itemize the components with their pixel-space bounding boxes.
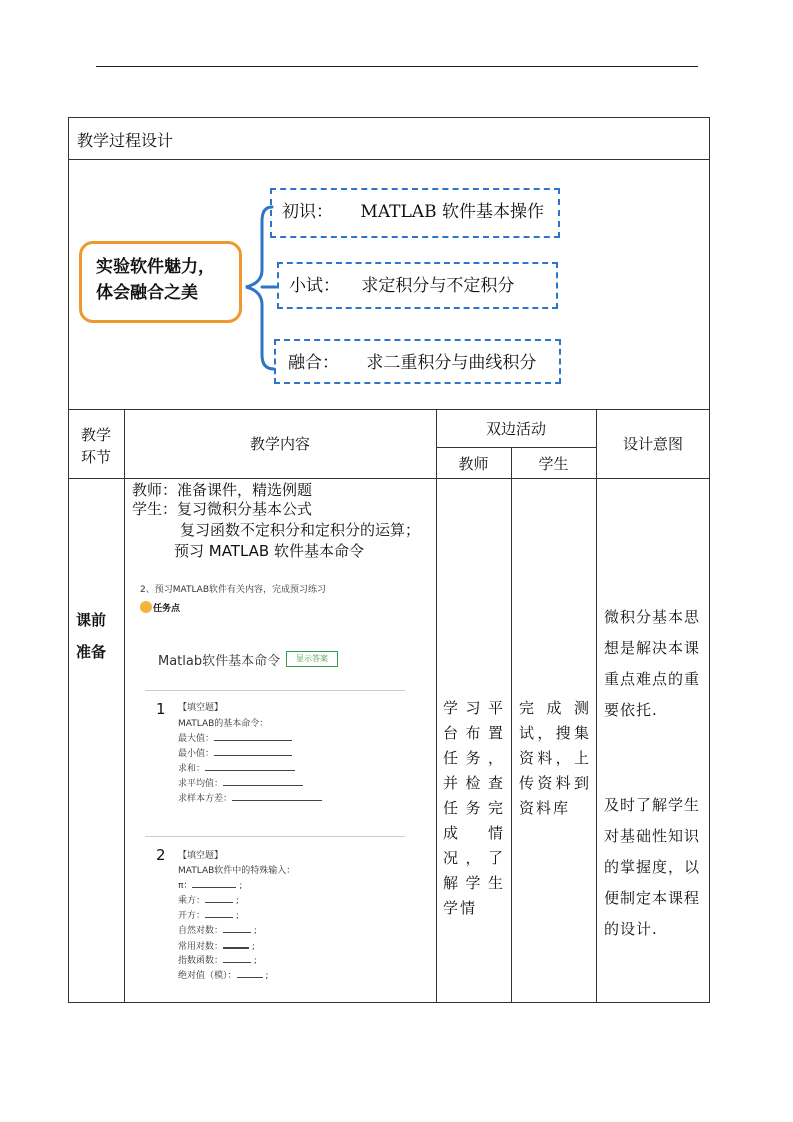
branch-label: 融合： [288,353,339,373]
row-divider [68,409,710,410]
header-content: 教学内容 [249,435,310,453]
content-line-2: 学生：复习微积分基本公式 [132,500,313,518]
q2-number: 2 [156,846,166,864]
q1-prompt: MATLAB的基本命令： [178,719,269,729]
content-line-1: 教师：准备课件，精选例题 [132,481,313,499]
header-rule [96,66,698,67]
branch-text: 求二重积分与曲线积分 [366,353,537,373]
q1-type: 【填空题】 [178,703,224,713]
header-student: 学生 [538,455,569,473]
embedded-divider [145,690,405,691]
task-badge-icon [140,601,152,613]
intent-text-2: 及时了解学生对基础性知识的掌握度，以便制定本课程的设计. [604,796,701,938]
embedded-divider [145,836,405,837]
q2-type: 【填空题】 [178,851,224,861]
mindmap-branch-1 [270,188,560,238]
q2-item: 自然对数： ; [178,923,257,936]
header-teacher: 教师 [458,455,489,473]
task-badge-label: 任务点 [153,604,181,614]
branch-text: 求定积分与不定积分 [361,276,515,296]
branch-label: 初识： [282,202,333,222]
teacher-activity: 学习平台布置任务，并检查任务完成情况，了解学生学情 [443,699,505,917]
q1-item: 最大值： [178,731,292,744]
header-intent: 设计意图 [622,435,683,453]
q1-item: 最小值： [178,746,292,759]
mindmap-root-line1: 实验软件魅力， [96,257,215,277]
header-activity: 双边活动 [485,420,546,438]
section-title: 教学过程设计 [77,131,174,150]
q1-item: 求平均值： [178,776,303,789]
row-divider [68,159,710,160]
student-activity: 完成测试，搜集资料，上传资料到资料库 [519,699,591,817]
header-stage: 教学环节 [80,426,111,466]
branch-text: MATLAB 软件基本操作 [360,202,544,222]
q2-item: 常用对数： ; [178,938,255,952]
row-divider [68,478,710,479]
col-divider [436,409,437,1003]
q2-item: 开方： ; [178,908,239,921]
mindmap-branch-3 [274,339,561,384]
content-line-3: 复习函数不定积分和定积分的运算； [180,521,421,539]
mindmap-root-line2: 体会融合之美 [96,283,198,303]
mindmap-root [79,241,242,323]
branch-label: 小试： [289,276,340,296]
row-divider [436,447,596,448]
col-divider [596,409,597,1003]
mindmap-branch-2 [277,262,558,309]
q2-prompt: MATLAB软件中的特殊输入： [178,866,296,876]
q2-item: 指数函数： ; [178,953,257,966]
col-divider [124,409,125,1003]
stage-cell: 课前准备 [76,611,107,661]
q2-item: π： ; [178,878,242,891]
q2-item: 乘方： ; [178,893,239,906]
content-line-4: 预习 MATLAB 软件基本命令 [174,542,364,560]
q1-number: 1 [156,700,166,718]
col-divider [511,447,512,1003]
q1-item: 求样本方差： [178,791,322,804]
task-line: 2、预习MATLAB软件有关内容，完成预习练习 [140,585,326,595]
show-answer-button[interactable]: 显示答案 [286,651,338,667]
q2-item: 绝对值（模）： ; [178,968,268,981]
intent-text-1: 微积分基本思想是解决本课重点难点的重要依托. [604,608,701,719]
q1-item: 求和： [178,761,295,774]
embedded-heading: Matlab软件基本命令 [158,654,281,669]
